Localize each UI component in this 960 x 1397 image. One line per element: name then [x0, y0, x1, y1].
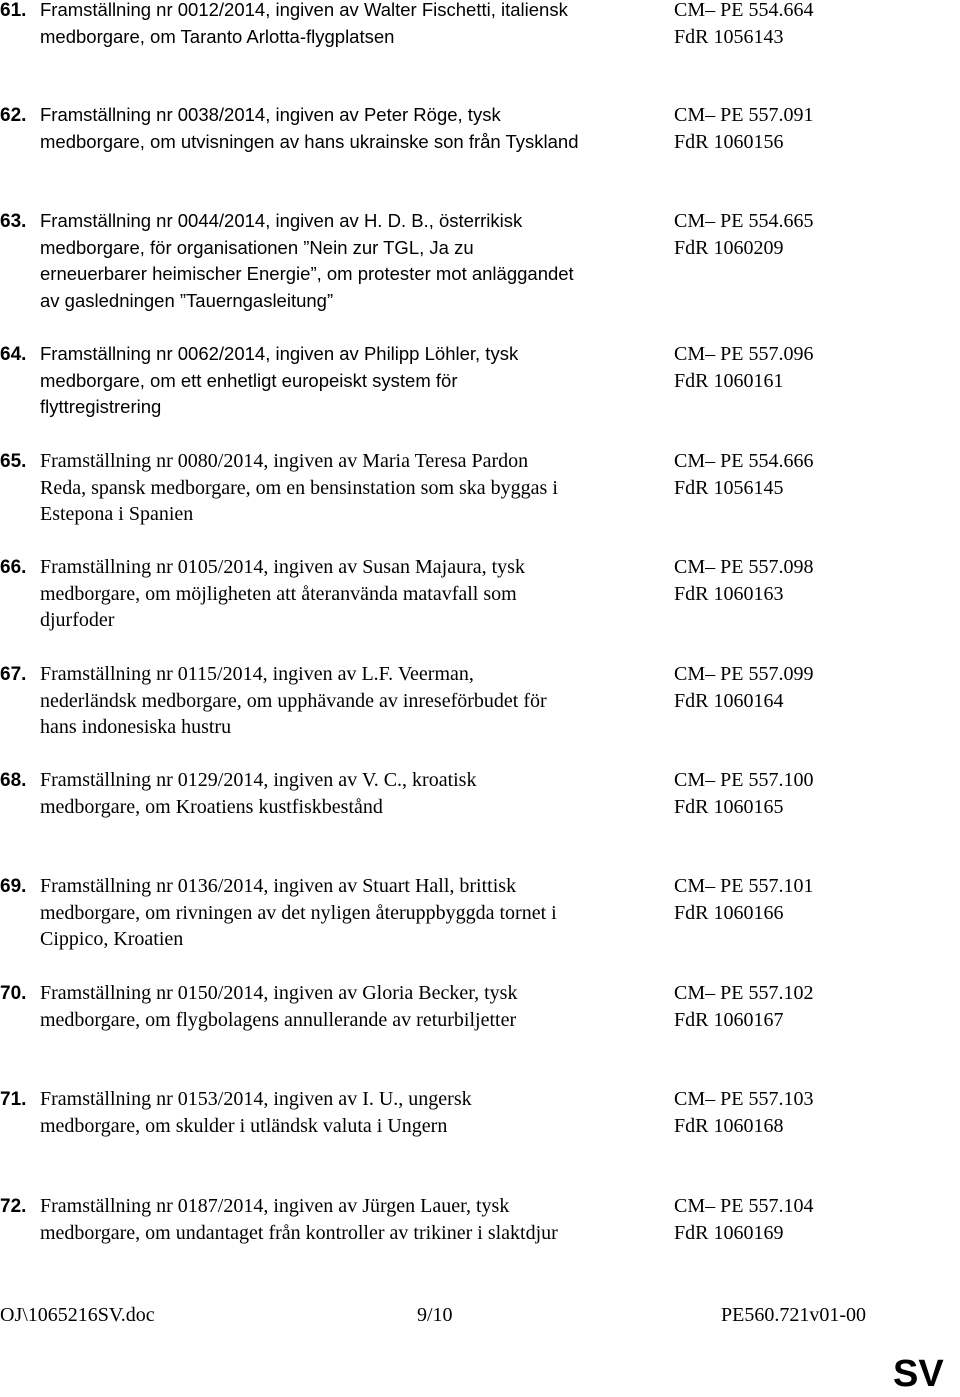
entry-number: 68.	[0, 770, 27, 791]
entry-number: 66.	[0, 557, 27, 578]
fdr-reference: FdR 1060164	[674, 689, 784, 712]
entry-line: av gasledningen ”Tauerngasleitung”	[40, 290, 334, 312]
cm-reference: CM– PE 554.664	[674, 0, 814, 21]
entry-line: Framställning nr 0062/2014, ingiven av Philipp Löhler, tysk	[40, 343, 519, 364]
entry-text	[40, 102, 650, 155]
fdr-reference: FdR 1060166	[674, 901, 784, 924]
entry-line: medborgare, om undantaget från kontroller av trikiner i slaktdjur	[40, 1221, 558, 1244]
entry-reference	[674, 1193, 813, 1246]
cm-reference: CM– PE 557.098	[674, 556, 814, 578]
entry-line: Reda, spansk medborgare, om en bensinstation som ska byggas i	[40, 476, 558, 499]
fdr-reference: FdR 1060209	[674, 236, 784, 259]
entry-line: erneuerbarer heimischer Energie”, om protester mot anläggandet	[40, 263, 574, 285]
cm-reference: CM– PE 554.666	[674, 450, 814, 472]
entry-line: Estepona i Spanien	[40, 503, 194, 526]
entry-number: 70.	[0, 983, 27, 1004]
cm-reference: CM– PE 557.099	[674, 663, 814, 685]
fdr-reference: FdR 1060165	[674, 795, 784, 818]
entry-line: flyttregistrering	[40, 396, 162, 418]
entry-line: medborgare, för organisationen ”Nein zur TGL, Ja zu	[40, 236, 474, 258]
entry-reference	[674, 873, 813, 926]
fdr-reference: FdR 1060163	[674, 582, 784, 605]
entry-reference	[674, 1086, 813, 1139]
cm-reference: CM– PE 557.103	[674, 1088, 814, 1110]
entry-line: Framställning nr 0105/2014, ingiven av Susan Majaura, tysk	[40, 556, 525, 578]
entry-text	[40, 208, 650, 315]
entry-line: medborgare, om Kroatiens kustfiskbestånd	[40, 795, 383, 818]
fdr-reference: FdR 1060156	[674, 130, 784, 153]
entry-text	[40, 980, 650, 1033]
cm-reference: CM– PE 557.104	[674, 1195, 814, 1217]
entry-reference	[674, 341, 813, 394]
entry-line: nederländsk medborgare, om upphävande av inreseförbudet för	[40, 689, 547, 712]
entry-line: Framställning nr 0012/2014, ingiven av Walter Fischetti, italiensk	[40, 0, 568, 20]
entry-text	[40, 1193, 650, 1246]
entry-line: Framställning nr 0044/2014, ingiven av H. D. B., österrikisk	[40, 210, 523, 231]
entry-line: Framställning nr 0187/2014, ingiven av Jürgen Lauer, tysk	[40, 1195, 510, 1217]
fdr-reference: FdR 1060161	[674, 369, 784, 392]
entry-line: Framställning nr 0038/2014, ingiven av Peter Röge, tysk	[40, 104, 501, 125]
entry-text	[40, 448, 650, 528]
cm-reference: CM– PE 557.091	[674, 104, 814, 126]
cm-reference: CM– PE 557.101	[674, 875, 814, 897]
entry-number: 65.	[0, 451, 27, 472]
entry-line: medborgare, om rivningen av det nyligen återuppbyggda tornet i	[40, 901, 557, 924]
entry-text	[40, 1086, 650, 1139]
entry-line: medborgare, om flygbolagens annullerande av returbiljetter	[40, 1008, 517, 1031]
entry-number: 62.	[0, 105, 27, 126]
entry-line: Framställning nr 0080/2014, ingiven av Maria Teresa Pardon	[40, 450, 529, 472]
entry-line: medborgare, om Taranto Arlotta-flygplatsen	[40, 25, 395, 47]
entry-reference	[674, 448, 813, 501]
fdr-reference: FdR 1060169	[674, 1221, 784, 1244]
entry-reference	[674, 208, 813, 261]
entry-line: djurfoder	[40, 609, 115, 632]
cm-reference: CM– PE 557.102	[674, 982, 814, 1004]
language-code: SV	[893, 1353, 944, 1395]
entry-text	[40, 0, 650, 50]
entry-reference	[674, 980, 813, 1033]
entry-line: Framställning nr 0153/2014, ingiven av I. U., ungersk	[40, 1088, 472, 1110]
entry-number: 61.	[0, 0, 27, 21]
cm-reference: CM– PE 554.665	[674, 210, 814, 232]
entry-line: hans indonesiska hustru	[40, 716, 232, 739]
entry-text	[40, 341, 650, 421]
entry-line: medborgare, om skulder i utländsk valuta i Ungern	[40, 1114, 448, 1137]
entry-number: 69.	[0, 876, 27, 897]
entry-line: Framställning nr 0150/2014, ingiven av Gloria Becker, tysk	[40, 982, 518, 1004]
entry-reference	[674, 554, 813, 607]
entry-number: 72.	[0, 1196, 27, 1217]
entry-line: medborgare, om ett enhetligt europeiskt system för	[40, 369, 458, 391]
entry-reference	[674, 102, 813, 155]
entry-text	[40, 767, 650, 820]
entry-reference	[674, 767, 813, 820]
fdr-reference: FdR 1060167	[674, 1008, 784, 1031]
entry-line: Framställning nr 0115/2014, ingiven av L.F. Veerman,	[40, 663, 474, 685]
fdr-reference: FdR 1060168	[674, 1114, 784, 1137]
entry-number: 64.	[0, 344, 27, 365]
document-reference: OJ\1065216SV.doc	[0, 1304, 155, 1326]
entry-reference	[674, 661, 813, 714]
entry-line: medborgare, om möjligheten att återanvända matavfall som	[40, 582, 517, 605]
entry-text	[40, 873, 650, 953]
entry-line: Framställning nr 0136/2014, ingiven av Stuart Hall, brittisk	[40, 875, 517, 897]
page-number: 9/10	[417, 1304, 453, 1326]
entry-number: 67.	[0, 664, 27, 685]
pe-reference: PE560.721v01-00	[721, 1304, 866, 1326]
cm-reference: CM– PE 557.100	[674, 769, 814, 791]
entry-number: 63.	[0, 211, 27, 232]
entry-text	[40, 661, 650, 741]
entry-text	[40, 554, 650, 634]
cm-reference: CM– PE 557.096	[674, 343, 814, 365]
entry-number: 71.	[0, 1089, 27, 1110]
fdr-reference: FdR 1056145	[674, 476, 784, 499]
fdr-reference: FdR 1056143	[674, 25, 784, 48]
entry-reference	[674, 0, 813, 50]
entry-line: medborgare, om utvisningen av hans ukrainske son från Tyskland	[40, 130, 579, 152]
entry-line: Cippico, Kroatien	[40, 928, 184, 951]
entry-line: Framställning nr 0129/2014, ingiven av V. C., kroatisk	[40, 769, 477, 791]
